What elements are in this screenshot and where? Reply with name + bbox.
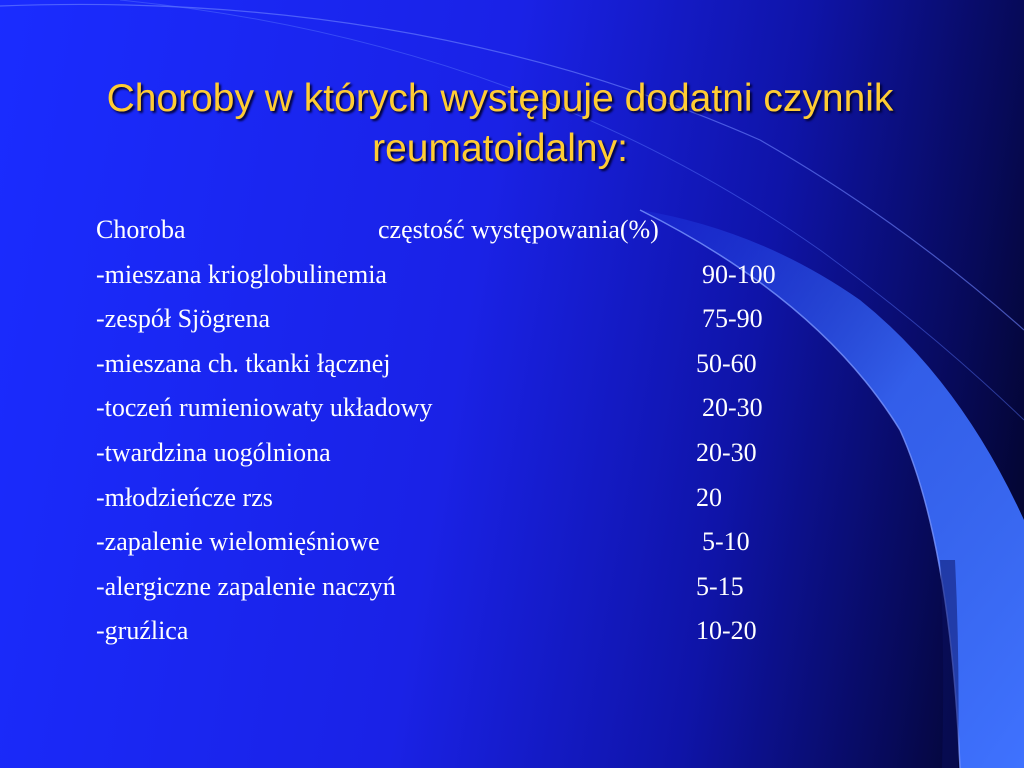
table-row bbox=[96, 520, 856, 565]
frequency-value: 20 bbox=[696, 482, 722, 512]
disease-name: -toczeń rumieniowaty układowy bbox=[96, 393, 433, 423]
disease-name: -gruźlica bbox=[96, 616, 189, 646]
header-disease: Choroba bbox=[96, 215, 186, 244]
table-row bbox=[96, 342, 856, 387]
disease-name: -młodzieńcze rzs bbox=[96, 482, 273, 512]
table-row bbox=[96, 386, 856, 431]
disease-name: -twardzina uogólniona bbox=[96, 437, 331, 467]
frequency-value: 75-90 bbox=[702, 304, 763, 334]
frequency-value: 10-20 bbox=[696, 616, 757, 646]
disease-name: -alergiczne zapalenie naczyń bbox=[96, 571, 396, 601]
table-row bbox=[96, 253, 856, 298]
disease-name: -zespół Sjögrena bbox=[96, 304, 271, 334]
table-row bbox=[96, 609, 856, 654]
frequency-table bbox=[96, 208, 856, 654]
frequency-value: 5-15 bbox=[696, 571, 744, 601]
frequency-value: 50-60 bbox=[696, 348, 757, 378]
table-header-row bbox=[96, 208, 856, 253]
table-row bbox=[96, 565, 856, 610]
table-row bbox=[96, 431, 856, 476]
table-row bbox=[96, 476, 856, 521]
disease-name: -zapalenie wielomięśniowe bbox=[96, 527, 380, 557]
frequency-value: 5-10 bbox=[702, 527, 750, 557]
disease-name: -mieszana krioglobulinemia bbox=[96, 259, 387, 289]
frequency-value: 90-100 bbox=[702, 259, 776, 289]
frequency-value: 20-30 bbox=[702, 393, 763, 423]
right-dark-band bbox=[940, 560, 959, 768]
disease-name: -mieszana ch. tkanki łącznej bbox=[96, 348, 391, 378]
slide-title: Choroby w których występuje dodatni czynnik reumatoidalny: bbox=[106, 77, 894, 170]
header-frequency: częstość występowania(%) bbox=[378, 215, 659, 244]
table-row bbox=[96, 297, 856, 342]
frequency-value: 20-30 bbox=[696, 437, 757, 467]
